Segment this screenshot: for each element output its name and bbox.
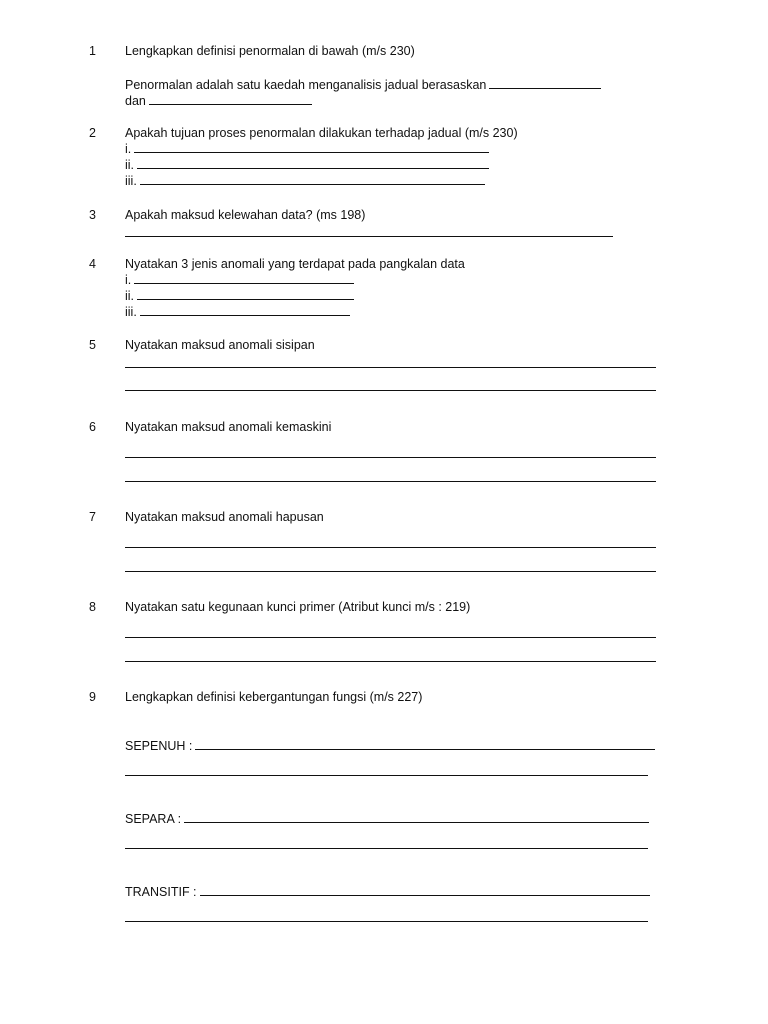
question-text: Lengkapkan definisi penormalan di bawah (m/s 230) — [125, 44, 415, 58]
answer-blank[interactable] — [184, 811, 649, 823]
answer-line[interactable] — [125, 547, 656, 548]
answer-line[interactable] — [125, 848, 648, 849]
answer-line[interactable] — [125, 236, 613, 237]
answer-blank[interactable] — [134, 141, 489, 153]
term-label: TRANSITIF : — [125, 885, 197, 899]
item-label: ii. — [125, 158, 135, 172]
question-number: 5 — [89, 338, 96, 352]
question-number: 3 — [89, 208, 96, 222]
question-number: 4 — [89, 257, 96, 271]
question-text: Nyatakan satu kegunaan kunci primer (Atribut kunci m/s : 219) — [125, 600, 471, 614]
answer-line[interactable] — [125, 661, 656, 662]
list-item — [125, 288, 354, 304]
list-item — [125, 141, 489, 157]
question-text: Lengkapkan definisi kebergantungan fungsi (m/s 227) — [125, 690, 423, 704]
question-text: Nyatakan maksud anomali sisipan — [125, 338, 315, 352]
item-label: i. — [125, 273, 132, 287]
answer-line[interactable] — [125, 775, 648, 776]
term-label: SEPARA : — [125, 812, 182, 826]
question-text: Apakah tujuan proses penormalan dilakukan terhadap jadual (m/s 230) — [125, 126, 518, 140]
definition-conj — [125, 93, 312, 109]
item-label: iii. — [125, 305, 137, 319]
answer-blank[interactable] — [149, 93, 312, 105]
definition-sentence — [125, 77, 601, 93]
question-number: 9 — [89, 690, 96, 704]
answer-blank[interactable] — [140, 173, 485, 185]
answer-blank[interactable] — [134, 272, 354, 284]
answer-blank[interactable] — [137, 288, 354, 300]
term-label: SEPENUH : — [125, 739, 193, 753]
answer-line[interactable] — [125, 367, 656, 368]
question-number: 8 — [89, 600, 96, 614]
conj-text: dan — [125, 94, 146, 108]
answer-blank[interactable] — [200, 884, 650, 896]
term-transitif — [125, 884, 650, 900]
list-item — [125, 157, 489, 173]
list-item — [125, 304, 350, 320]
answer-line[interactable] — [125, 481, 656, 482]
answer-line[interactable] — [125, 390, 656, 391]
list-item — [125, 173, 485, 189]
answer-blank[interactable] — [489, 77, 601, 89]
question-text: Nyatakan maksud anomali kemaskini — [125, 420, 332, 434]
item-label: ii. — [125, 289, 135, 303]
term-sepenuh — [125, 738, 655, 754]
answer-blank[interactable] — [195, 738, 655, 750]
question-text: Nyatakan maksud anomali hapusan — [125, 510, 324, 524]
question-number: 2 — [89, 126, 96, 140]
list-item — [125, 272, 354, 288]
question-number: 6 — [89, 420, 96, 434]
answer-line[interactable] — [125, 637, 656, 638]
answer-line[interactable] — [125, 921, 648, 922]
question-text: Apakah maksud kelewahan data? (ms 198) — [125, 208, 366, 222]
item-label: iii. — [125, 174, 137, 188]
question-number: 7 — [89, 510, 96, 524]
sentence-text: Penormalan adalah satu kaedah menganalisis jadual berasaskan — [125, 78, 487, 92]
answer-blank[interactable] — [140, 304, 350, 316]
item-label: i. — [125, 142, 132, 156]
question-number: 1 — [89, 44, 96, 58]
answer-blank[interactable] — [137, 157, 489, 169]
question-text: Nyatakan 3 jenis anomali yang terdapat pada pangkalan data — [125, 257, 465, 271]
term-separa — [125, 811, 649, 827]
answer-line[interactable] — [125, 457, 656, 458]
answer-line[interactable] — [125, 571, 656, 572]
